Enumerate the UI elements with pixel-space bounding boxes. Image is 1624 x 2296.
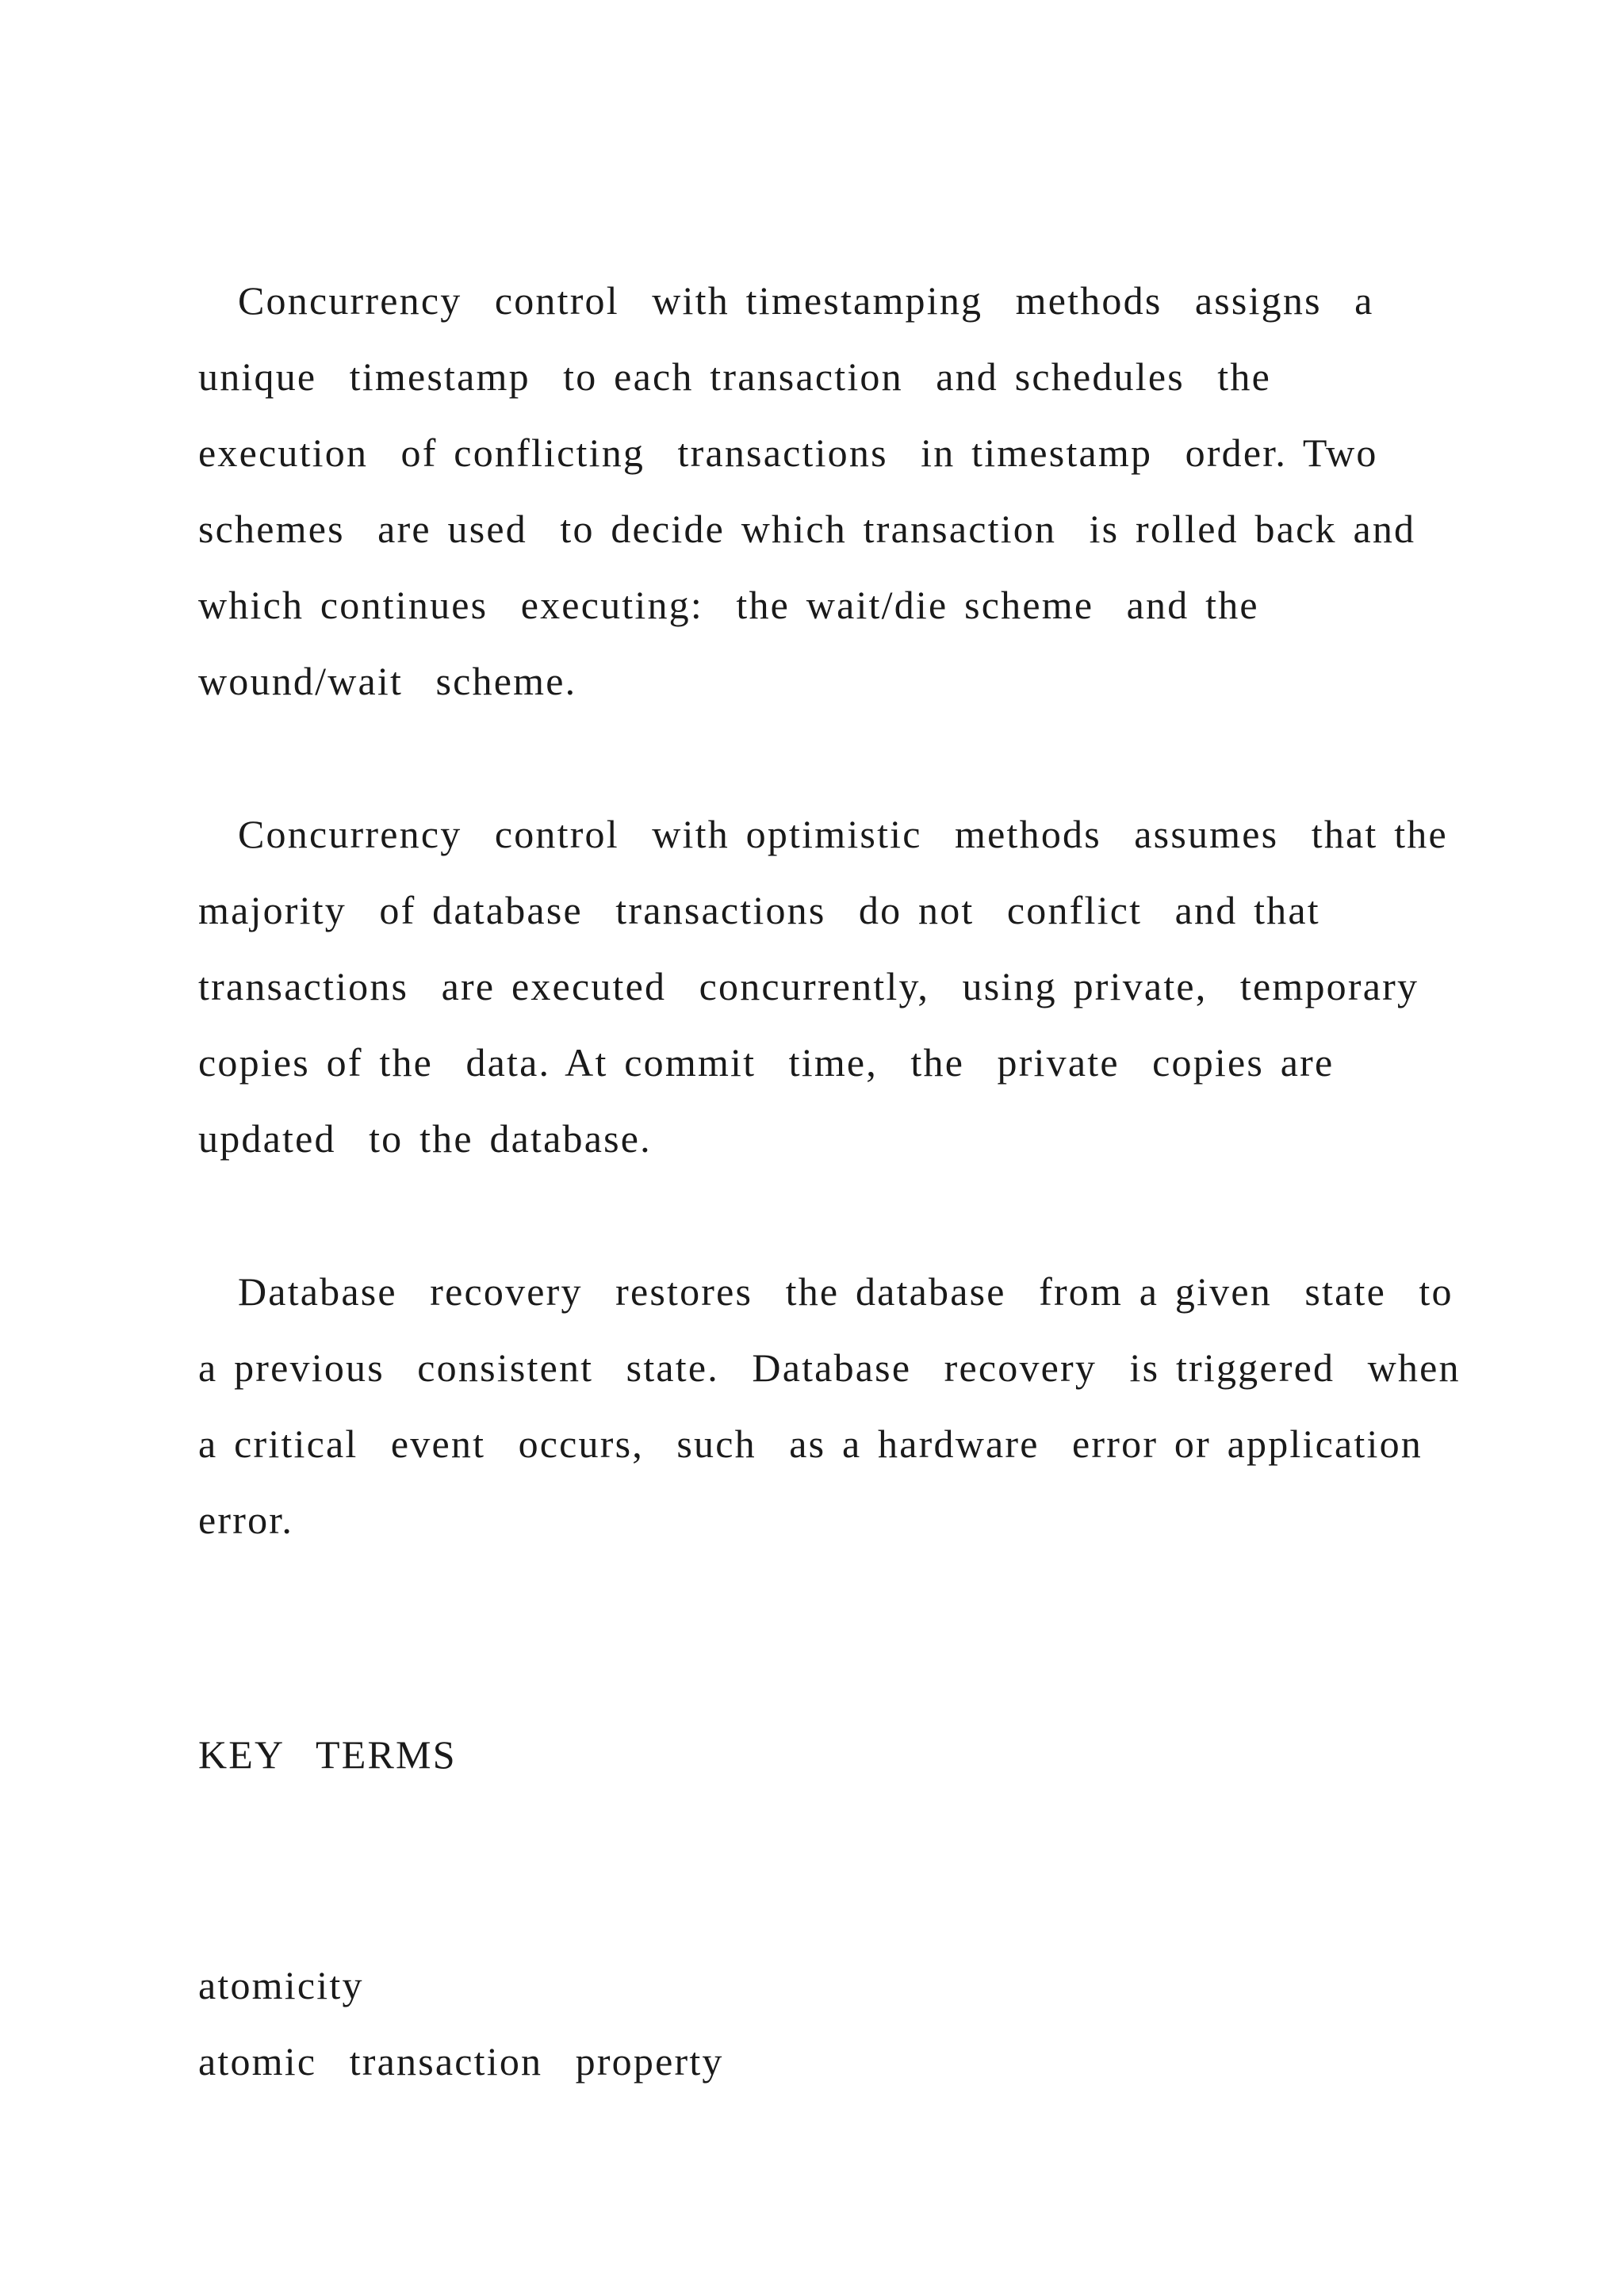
paragraph-line: Concurrency control with optimistic methods assumes that the [238,812,1448,856]
paragraph-line: majority of database transactions do not conflict and that [198,888,1320,932]
key-term-item: atomic transaction property [198,2039,724,2084]
paragraph-line: wound/wait scheme. [198,659,577,703]
paragraph-line: execution of conflicting transactions in timestamp order. Two [198,430,1378,475]
key-term-item: atomicity [198,1963,364,2007]
paragraph-line: which continues executing: the wait/die scheme and the [198,583,1259,627]
paragraph-line: schemes are used to decide which transaction is rolled back and [198,507,1416,551]
paragraph-line: Concurrency control with timestamping methods assigns a [238,278,1374,323]
section-heading: KEY TERMS [198,1732,457,1777]
paragraph-line: transactions are executed concurrently, using private, temporary [198,964,1419,1008]
paragraph-line: unique timestamp to each transaction and schedules the [198,354,1271,399]
paragraph-line: a previous consistent state. Database recovery is triggered when [198,1345,1461,1390]
paragraph-line: copies of the data. At commit time, the private copies are [198,1040,1335,1085]
paragraph-line: a critical event occurs, such as a hardware error or application [198,1422,1423,1466]
paragraph-line: updated to the database. [198,1116,652,1161]
paragraph-line: Database recovery restores the database from a given state to [238,1269,1454,1314]
paragraph-line: error. [198,1498,294,1542]
